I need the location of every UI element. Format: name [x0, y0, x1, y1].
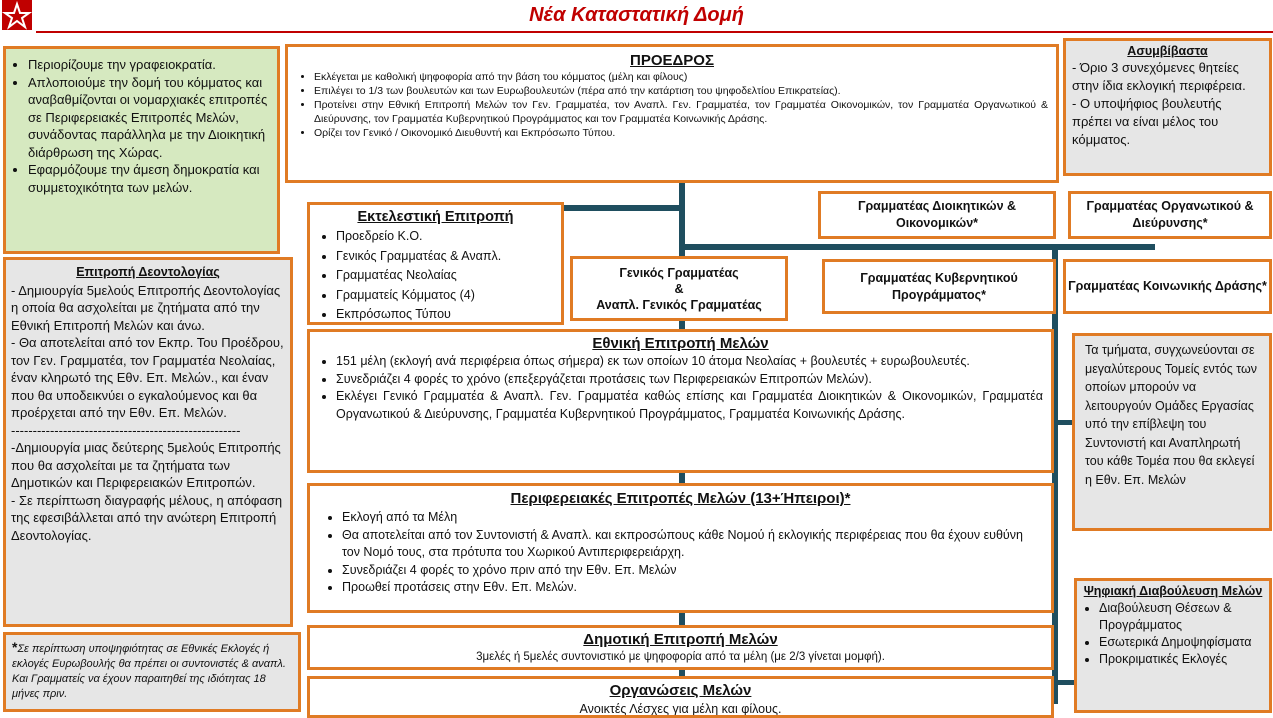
principles-list: [10, 56, 271, 196]
footnote-box: [3, 632, 301, 712]
list-item: • Προτείνει στην Εθνική Επιτροπή Μελών τον Γεν. Γραμματέα, τον Αναπλ. Γεν. Γραμματέα, τον Γραμματέα Οικονομικών, τον Γραμματέα Οργανωτικού & Διεύρυνσης, τον Γραμματέα Κυβερνητικού Προγράμματος και τον Γραμματέα Κοινωνικής Δράσης.: [314, 98, 1048, 126]
connector-right-to-sectors: [1052, 420, 1072, 425]
regional-committees-title: Περιφερειακές Επιτροπές Μελών (13+Ήπειροι)*: [510, 490, 851, 507]
member-organizations-title: Οργανώσεις Μελών: [609, 682, 752, 699]
list-item: • Διαβούλευση Θέσεων & Προγράμματος: [1099, 600, 1265, 634]
regional-committees-list: [320, 509, 1041, 597]
ethics-separator: -----------------------------------------------------: [11, 422, 241, 438]
general-secretary-line: Γενικός Γραμματέας: [619, 265, 739, 280]
principles-box: [3, 46, 280, 254]
municipal-committee-text: 3μελές ή 5μελές συντονιστικό με ψηφοφορία από τα μέλη (με 2/3 γίνεται μομφή).: [476, 651, 885, 663]
sectors-box: [1072, 333, 1272, 531]
connector-secretaries-bus: [679, 244, 1155, 250]
president-box: [285, 44, 1059, 183]
incompatibilities-title: Ασυμβίβαστα: [1127, 44, 1208, 58]
title-underline: [36, 31, 1273, 33]
footnote-text: Σε περίπτωση υποψηφιότητας σε Εθνικές Εκλογές ή εκλογές Ευρωβουλής θα πρέπει οι συντονιστές & αναπλ. Και Γραμματείς να έχουν παραιτηθεί της ιδιότητας 18 μήνες πριν.: [12, 643, 286, 700]
president-title: ΠΡΟΕΔΡΟΣ: [630, 52, 714, 69]
list-item: • Θα αποτελείται από τον Συντονιστή & Αναπλ. και εκπροσώπους κάθε Νομού ή εκλογικής περιφέρειας που θα έχουν ευθύνη τον Νομό τους, στα πρότυπα του Χωρικού Αντιπεριφερειάρχη.: [342, 527, 1041, 562]
connector-right-to-digital: [1052, 680, 1074, 685]
list-item: • Εσωτερικά Δημοψηφίσματα: [1099, 634, 1265, 651]
secretary-social-action-box: [1063, 259, 1272, 314]
list-item: • Εκλέγεται με καθολική ψηφοφορία από την βάση του κόμματος (μέλη και φίλους): [314, 70, 1048, 84]
secretary-government-program-label: Γραμματέας Κυβερνητικού Προγράμματος*: [860, 270, 1018, 302]
secretary-organizational-box: [1068, 191, 1272, 239]
ethics-paragraph: - Θα αποτελείται από τον Εκπρ. Του Προέδρου, τον Γεν. Γραμματέα, τον Γραμματέα Νεολαίας, έναν κληρωτό της Εθν. Επ. Μελών., και έναν που θα υποδεικνύει ο εγκαλούμενος και θα προέρχεται από την Εθν. Επ. Μελών.: [11, 335, 284, 420]
list-item: • Εκλέγει Γενικό Γραμματέα & Αναπλ. Γεν. Γραμματέα καθώς επίσης και Γραμματέα Διοικητικών & Οικονομικών, Γραμματέα Οργανωτικού & Διεύρυνσης, Γραμματέα Κυβερνητικού Προγράμματος, Γραμματέα Κοινωνικής Δράσης.: [336, 388, 1043, 423]
ethics-paragraph: - Δημιουργία 5μελούς Επιτροπής Δεοντολογίας η οποία θα ασχολείται με ζητήματα από την Εθνική Επιτροπή Μελών και άνω.: [11, 282, 281, 333]
secretary-admin-finance-label: Γραμματέας Διοικητικών & Οικονομικών*: [857, 199, 1017, 230]
list-item: • Ορίζει τον Γενικό / Οικονομικό Διευθυντή και Εκπρόσωπο Τύπου.: [314, 126, 1048, 140]
executive-committee-title: Εκτελεστική Επιτροπή: [357, 209, 514, 225]
national-committee-list: [318, 353, 1043, 423]
list-item: • Γραμματέας Νεολαίας: [336, 266, 553, 286]
president-list: [296, 70, 1048, 140]
regional-committees-box: [307, 483, 1054, 613]
ethics-paragraph: - Σε περίπτωση διαγραφής μέλους, η απόφαση της εφεσιβάλλεται από την ανώτερη Επιτροπή Δεοντολογίας.: [11, 492, 283, 543]
secretary-admin-finance-box: [818, 191, 1056, 239]
page-title: Νέα Καταστατική Δομή: [529, 4, 744, 26]
list-item: • Περιορίζουμε την γραφειοκρατία.: [28, 56, 271, 74]
digital-consultation-list: [1081, 600, 1265, 668]
ethics-committee-box: [3, 257, 293, 627]
list-item: • Επιλέγει το 1/3 των βουλευτών και των Ευρωβουλευτών (πέρα από την κατάρτιση του ψηφοδελτίου Επικρατείας).: [314, 84, 1048, 98]
list-item: • Γενικός Γραμματέας & Αναπλ.: [336, 247, 553, 267]
incompatibilities-paragraph: - Ο υποψήφιος βουλευτής πρέπει να είναι μέλος του κόμματος.: [1072, 96, 1222, 147]
list-item: • Απλοποιούμε την δομή του κόμματος και αναβαθμίζονται οι νομαρχιακές επιτροπές σε Περιφερειακές Επιτροπές Μελών, συνάδοντας παράλληλα με την Διοικητική διάρθρωση της Χώρας.: [28, 74, 271, 162]
incompatibilities-box: [1063, 38, 1272, 176]
sectors-text: Τα τμήματα, συγχωνεύονται σε μεγαλύτερους Τομείς εντός των οποίων μπορούν να λειτουργούν Ομάδες Εργασίας υπό την επίβλεψη του Συντονιστή και Αναπληρωτή του κάθε Τομέα που θα εκλεγεί η Εθν. Επ. Μελών: [1085, 343, 1257, 487]
secretary-organizational-label: Γραμματέας Οργανωτικού & Διεύρυνσης*: [1086, 199, 1254, 230]
list-item: • Εφαρμόζουμε την άμεση δημοκρατία και συμμετοχικότητα των μελών.: [28, 161, 271, 196]
footnote-star: *: [12, 639, 18, 655]
national-committee-box: [307, 329, 1054, 473]
general-secretary-box: [570, 256, 788, 321]
municipal-committee-box: [307, 625, 1054, 670]
digital-consultation-box: [1074, 578, 1272, 713]
incompatibilities-paragraph: - Όριο 3 συνεχόμενες θητείες στην ίδια εκλογική περιφέρεια.: [1072, 60, 1246, 93]
executive-committee-list: [318, 227, 553, 325]
list-item: • Προωθεί προτάσεις στην Εθν. Επ. Μελών.: [342, 579, 1041, 597]
general-secretary-line: &: [674, 281, 684, 296]
digital-consultation-title: Ψηφιακή Διαβούλευση Μελών: [1083, 584, 1263, 598]
header-bar: [0, 0, 1273, 34]
connector-left-horizontal: [562, 205, 684, 211]
member-organizations-text: Ανοικτές Λέσχες για μέλη και φίλους.: [579, 702, 782, 716]
list-item: • Προκριματικές Εκλογές: [1099, 651, 1265, 668]
municipal-committee-title: Δημοτική Επιτροπή Μελών: [583, 631, 778, 648]
ethics-title: Επιτροπή Δεοντολογίας: [76, 265, 220, 279]
member-organizations-box: [307, 676, 1054, 718]
list-item: • Συνεδριάζει 4 φορές το χρόνο (επεξεργάζεται προτάσεις των Περιφερειακών Επιτροπών Μελών).: [336, 371, 1043, 389]
general-secretary-line: Αναπλ. Γενικός Γραμματέας: [596, 297, 762, 312]
national-committee-title: Εθνική Επιτροπή Μελών: [592, 335, 769, 352]
secretary-social-action-label: Γραμματέας Κοινωνικής Δράσης*: [1068, 279, 1267, 293]
list-item: • Προεδρείο Κ.Ο.: [336, 227, 553, 247]
list-item: • Συνεδριάζει 4 φορές το χρόνο πριν από την Εθν. Επ. Μελών: [342, 562, 1041, 580]
list-item: • Γραμματείς Κόμματος (4): [336, 286, 553, 306]
executive-committee-box: [307, 202, 564, 325]
list-item: • Εκλογή από τα Μέλη: [342, 509, 1041, 527]
list-item: • 151 μέλη (εκλογή ανά περιφέρεια όπως σήμερα) εκ των οποίων 10 άτομα Νεολαίας + βουλευτές + ευρωβουλευτές.: [336, 353, 1043, 371]
list-item: • Εκπρόσωπος Τύπου: [336, 305, 553, 325]
secretary-government-program-box: [822, 259, 1056, 314]
ethics-paragraph: -Δημιουργία μιας δεύτερης 5μελούς Επιτροπής που θα ασχολείται με τα ζητήματα των Δημοτικών και Περιφερειακών Επιτροπών.: [11, 440, 281, 490]
